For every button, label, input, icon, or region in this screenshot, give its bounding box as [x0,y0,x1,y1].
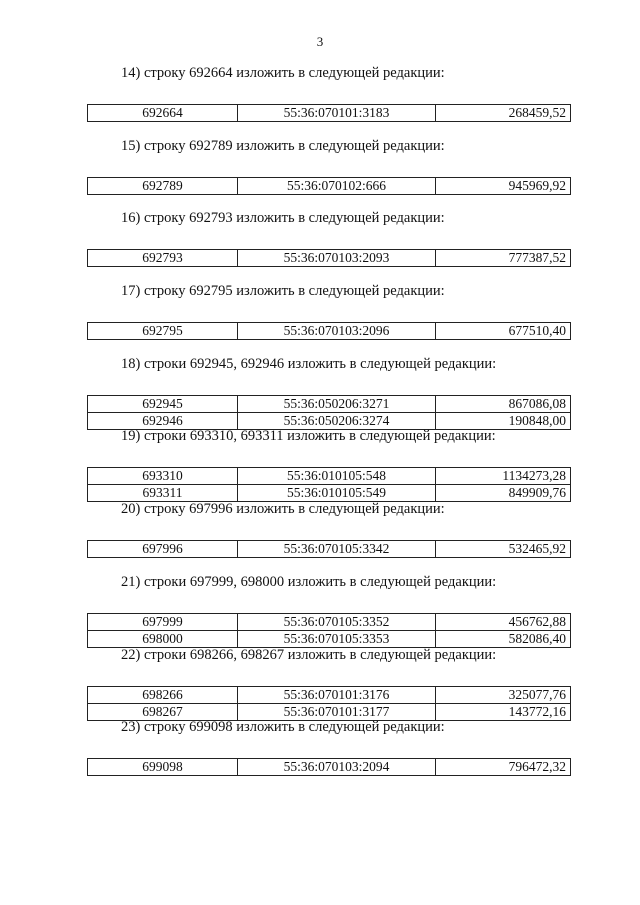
value-cell: 143772,16 [436,703,571,720]
value-cell: 456762,88 [436,613,571,630]
value-cell: 945969,92 [436,177,571,194]
amendment-table [87,613,571,648]
cadastral-number-cell: 55:36:070101:3183 [237,105,435,122]
cadastral-number-cell: 55:36:070103:2094 [237,759,435,776]
value-cell: 325077,76 [436,686,571,703]
amendment-heading: 22) строки 698266, 698267 изложить в следующей редакции: [121,646,497,663]
amendment-table [87,177,571,195]
amendment-section [0,209,640,282]
amendment-heading: 17) строку 692795 изложить в следующей редакции: [121,283,445,300]
amendment-table [87,467,571,502]
amendment-heading: 20) строку 697996 изложить в следующей редакции: [121,501,445,518]
row-number-cell: 698267 [88,703,238,720]
row-number-cell: 698000 [88,630,238,647]
amendment-table [87,758,571,776]
row-number-cell: 692946 [88,412,238,429]
cadastral-number-cell: 55:36:070105:3353 [237,630,435,647]
value-cell: 849909,76 [436,485,571,502]
cadastral-number-cell: 55:36:050206:3274 [237,412,435,429]
table-row [88,323,571,340]
amendment-heading: 15) строку 692789 изложить в следующей редакции: [121,137,445,154]
amendment-table [87,395,571,430]
row-number-cell: 692945 [88,395,238,412]
table-row [88,395,571,412]
amendment-section [0,137,640,210]
amendment-heading: 21) строки 697999, 698000 изложить в следующей редакции: [121,573,497,590]
amendment-heading: 16) строку 692793 изложить в следующей редакции: [121,210,445,227]
value-cell: 190848,00 [436,412,571,429]
table-row [88,468,571,485]
amendment-heading: 14) строку 692664 изложить в следующей редакции: [121,65,445,81]
table-row [88,759,571,776]
value-cell: 582086,40 [436,630,571,647]
amendment-section [0,500,640,573]
amendment-table [87,104,571,122]
value-cell: 1134273,28 [436,468,571,485]
table-row [88,686,571,703]
row-number-cell: 692793 [88,250,238,267]
cadastral-number-cell: 55:36:070105:3352 [237,613,435,630]
cadastral-number-cell: 55:36:070101:3177 [237,703,435,720]
amendment-heading: 19) строки 693310, 693311 изложить в следующей редакции: [121,428,496,445]
amendment-section [0,718,640,791]
cadastral-number-cell: 55:36:070102:666 [237,177,435,194]
table-row [88,250,571,267]
row-number-cell: 693310 [88,468,238,485]
value-cell: 796472,32 [436,759,571,776]
cadastral-number-cell: 55:36:070103:2096 [237,323,435,340]
cadastral-number-cell: 55:36:010105:548 [237,468,435,485]
amendment-section [0,282,640,355]
amendment-section [0,64,640,137]
table-row [88,177,571,194]
amendment-heading: 18) строки 692945, 692946 изложить в следующей редакции: [121,355,497,372]
document-body [0,64,640,791]
cadastral-number-cell: 55:36:070103:2093 [237,250,435,267]
cadastral-number-cell: 55:36:050206:3271 [237,395,435,412]
row-number-cell: 692789 [88,177,238,194]
row-number-cell: 697999 [88,613,238,630]
row-number-cell: 692664 [88,105,238,122]
cadastral-number-cell: 55:36:010105:549 [237,485,435,502]
row-number-cell: 697996 [88,541,238,558]
amendment-section [0,646,640,719]
amendment-section [0,427,640,500]
cadastral-number-cell: 55:36:070105:3342 [237,541,435,558]
amendment-table [87,686,571,721]
amendment-table [87,249,571,267]
row-number-cell: 698266 [88,686,238,703]
amendment-section [0,355,640,428]
page-number: 3 [316,34,324,49]
row-number-cell: 692795 [88,323,238,340]
cadastral-number-cell: 55:36:070101:3176 [237,686,435,703]
amendment-heading: 23) строку 699098 изложить в следующей редакции: [121,719,445,736]
row-number-cell: 699098 [88,759,238,776]
amendment-table [87,540,571,558]
table-row [88,613,571,630]
amendment-table [87,322,571,340]
value-cell: 268459,52 [436,105,571,122]
value-cell: 532465,92 [436,541,571,558]
table-row [88,105,571,122]
amendment-section [0,573,640,646]
value-cell: 777387,52 [436,250,571,267]
row-number-cell: 693311 [88,485,238,502]
value-cell: 867086,08 [436,395,571,412]
table-row [88,541,571,558]
value-cell: 677510,40 [436,323,571,340]
